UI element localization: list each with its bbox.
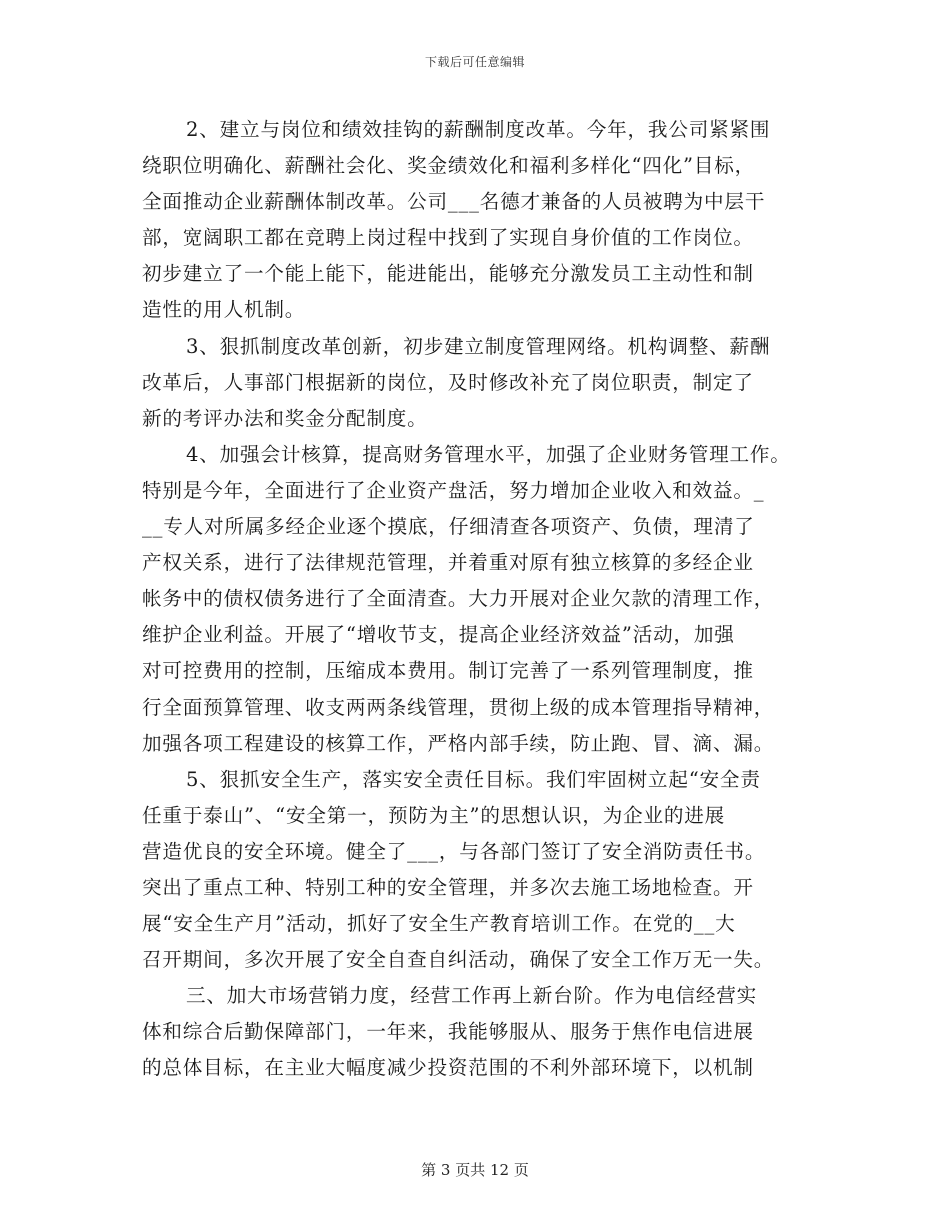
page-header: 下载后可任意编辑 xyxy=(424,55,525,69)
text-line: 展“安全生产月”活动，抓好了安全生产教育培训工作。在党的__大 xyxy=(142,912,736,936)
text-line: 任重于泰山”、“安全第一，预防为主”的思想认识，为企业的进展 xyxy=(142,803,726,827)
text-line: 体和综合后勤保障部门，一年来，我能够服从、服务于焦作电信进展 xyxy=(142,1020,754,1044)
text-line: 造性的用人机制。 xyxy=(142,298,306,322)
text-line: 初步建立了一个能上能下，能进能出，能够充分激发员工主动性和制 xyxy=(142,262,754,286)
text-line: 产权关系，进行了法律规范管理，并着重对原有独立核算的多经企业 xyxy=(142,551,754,575)
text-line: 加强各项工程建设的核算工作，严格内部手续，防止跑、冒、滴、漏。 xyxy=(142,731,775,755)
text-line: 三、加大市场营销力度，经营工作再上新台阶。作为电信经营实 xyxy=(186,984,758,1008)
text-line: 改革后，人事部门根据新的岗位，及时修改补充了岗位职责，制定了 xyxy=(142,370,754,394)
text-line: 全面推动企业薪酬体制改革。公司___名德才兼备的人员被聘为中层干 xyxy=(142,190,766,214)
text-line: 行全面预算管理、收支两两条线管理，贯彻上级的成本管理指导精神， xyxy=(142,695,775,719)
text-line: 2、建立与岗位和绩效挂钩的薪酬制度改革。今年，我公司紧紧围 xyxy=(186,118,771,141)
text-line: 召开期间，多次开展了安全自查自纠活动，确保了安全工作万无一失。 xyxy=(142,948,775,972)
text-line: 突出了重点工种、特别工种的安全管理，并多次去施工场地检查。开 xyxy=(142,875,754,899)
text-line: 5、狠抓安全生产，落实安全责任目标。我们牢固树立起“安全责 xyxy=(186,767,761,791)
text-line: 对可控费用的控制，压缩成本费用。制订完善了一系列管理制度，推 xyxy=(142,659,754,683)
text-line: 的总体目标，在主业大幅度减少投资范围的不利外部环境下，以机制 xyxy=(142,1056,754,1080)
text-line: 3、狠抓制度改革创新，初步建立制度管理网络。机构调整、薪酬 xyxy=(186,334,771,358)
text-line: __专人对所属多经企业逐个摸底，仔细清查各项资产、负债，理清了 xyxy=(142,515,755,539)
text-line: 特别是今年，全面进行了企业资产盘活，努力增加企业收入和效益。_ xyxy=(142,478,765,502)
page-number-footer: 第 3 页共 12 页 xyxy=(421,1161,529,1179)
text-line: 维护企业利益。开展了“增收节支，提高企业经济效益”活动，加强 xyxy=(142,623,735,647)
text-line: 帐务中的债权债务进行了全面清查。大力开展对企业欠款的清理工作， xyxy=(142,587,775,611)
text-line: 绕职位明确化、薪酬社会化、奖金绩效化和福利多样化“四化”目标， xyxy=(142,154,756,178)
text-line: 营造优良的安全环境。健全了___，与各部门签订了安全消防责任书。 xyxy=(142,839,766,863)
body-text xyxy=(142,112,832,1087)
text-line: 部，宽阔职工都在竞聘上岗过程中找到了实现自身价值的工作岗位。 xyxy=(142,226,754,250)
text-line: 4、加强会计核算，提高财务管理水平，加强了企业财务管理工作。 xyxy=(186,442,791,466)
text-line: 新的考评办法和奖金分配制度。 xyxy=(142,406,428,430)
